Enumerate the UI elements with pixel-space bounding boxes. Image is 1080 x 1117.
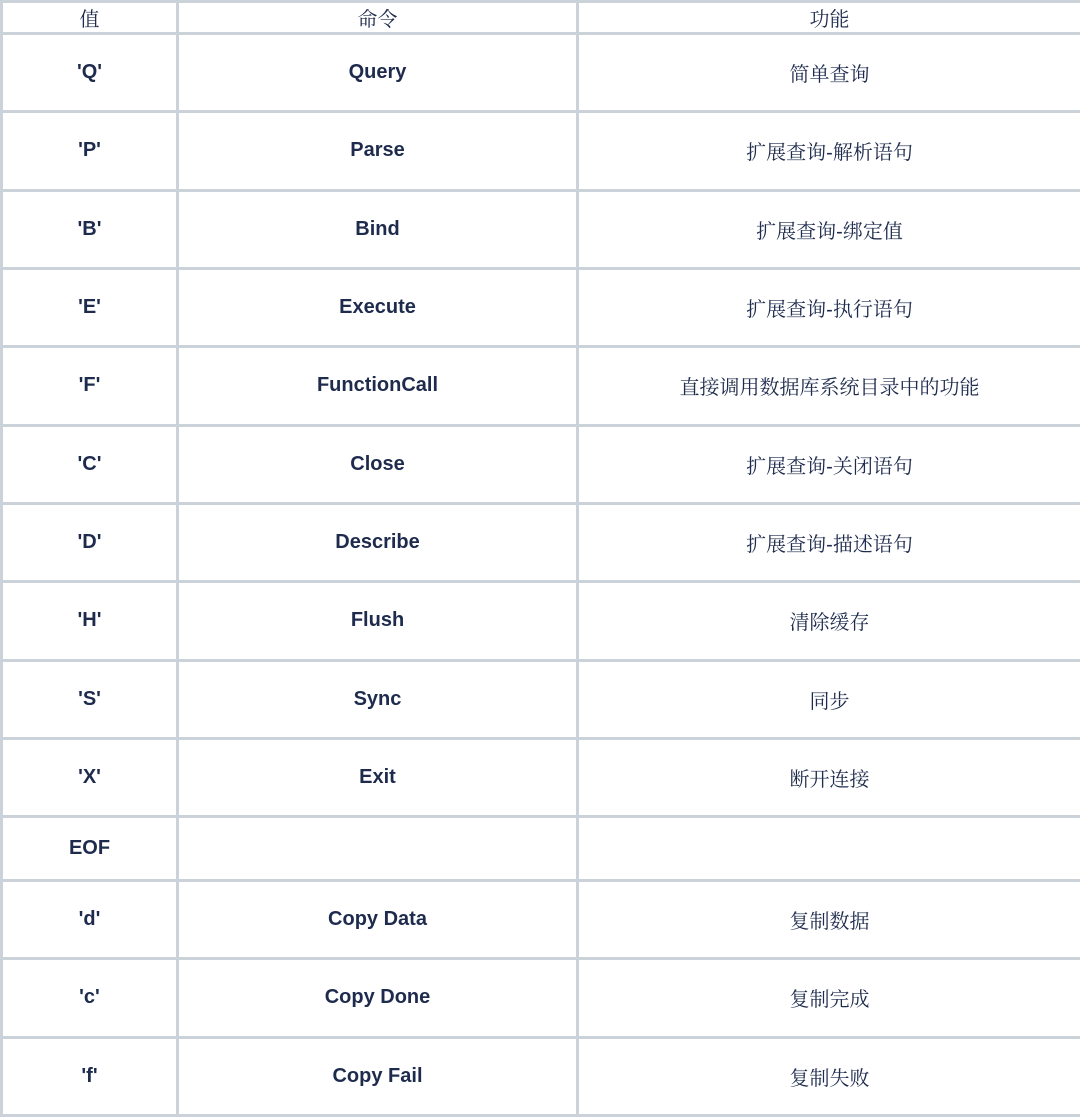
cell-value: 'C' bbox=[2, 425, 178, 503]
cell-value: 'E' bbox=[2, 268, 178, 346]
cell-value: EOF bbox=[2, 817, 178, 881]
table-row bbox=[2, 817, 1080, 881]
table-row bbox=[2, 425, 1080, 503]
cell-command: Sync bbox=[178, 660, 578, 738]
cell-function: 复制失败 bbox=[578, 1037, 1080, 1115]
cell-function: 直接调用数据库系统目录中的功能 bbox=[578, 347, 1080, 425]
cell-command: Close bbox=[178, 425, 578, 503]
cell-command: Flush bbox=[178, 582, 578, 660]
table-header-row bbox=[2, 2, 1080, 34]
cell-command: Describe bbox=[178, 503, 578, 581]
cell-value: 'P' bbox=[2, 112, 178, 190]
cell-command bbox=[178, 817, 578, 881]
table-row bbox=[2, 503, 1080, 581]
cell-function bbox=[578, 817, 1080, 881]
table-row bbox=[2, 1037, 1080, 1115]
cell-command: Bind bbox=[178, 190, 578, 268]
cell-value: 'f' bbox=[2, 1037, 178, 1115]
cell-command: Copy Done bbox=[178, 959, 578, 1037]
cell-function: 扩展查询-描述语句 bbox=[578, 503, 1080, 581]
cell-function: 复制数据 bbox=[578, 880, 1080, 958]
cell-function: 简单查询 bbox=[578, 34, 1080, 112]
table-row bbox=[2, 880, 1080, 958]
table-row bbox=[2, 959, 1080, 1037]
cell-command: Query bbox=[178, 34, 578, 112]
cell-command: FunctionCall bbox=[178, 347, 578, 425]
cell-value: 'c' bbox=[2, 959, 178, 1037]
column-header-function: 功能 bbox=[578, 2, 1080, 34]
cell-value: 'H' bbox=[2, 582, 178, 660]
cell-function: 复制完成 bbox=[578, 959, 1080, 1037]
cell-command: Parse bbox=[178, 112, 578, 190]
cell-function: 清除缓存 bbox=[578, 582, 1080, 660]
cell-function: 扩展查询-执行语句 bbox=[578, 268, 1080, 346]
cell-value: 'B' bbox=[2, 190, 178, 268]
cell-value: 'Q' bbox=[2, 34, 178, 112]
table-row bbox=[2, 112, 1080, 190]
column-header-value: 值 bbox=[2, 2, 178, 34]
table-row bbox=[2, 347, 1080, 425]
cell-function: 扩展查询-绑定值 bbox=[578, 190, 1080, 268]
cell-function: 扩展查询-关闭语句 bbox=[578, 425, 1080, 503]
cell-function: 断开连接 bbox=[578, 738, 1080, 816]
cell-command: Exit bbox=[178, 738, 578, 816]
column-header-command: 命令 bbox=[178, 2, 578, 34]
table-row bbox=[2, 268, 1080, 346]
table-row bbox=[2, 738, 1080, 816]
table-row bbox=[2, 660, 1080, 738]
cell-value: 'D' bbox=[2, 503, 178, 581]
cell-value: 'F' bbox=[2, 347, 178, 425]
cell-value: 'd' bbox=[2, 880, 178, 958]
table-row bbox=[2, 34, 1080, 112]
table-row bbox=[2, 582, 1080, 660]
table-row bbox=[2, 190, 1080, 268]
cell-command: Copy Data bbox=[178, 880, 578, 958]
cell-command: Execute bbox=[178, 268, 578, 346]
cell-function: 扩展查询-解析语句 bbox=[578, 112, 1080, 190]
cell-value: 'X' bbox=[2, 738, 178, 816]
cell-function: 同步 bbox=[578, 660, 1080, 738]
cell-command: Copy Fail bbox=[178, 1037, 578, 1115]
cell-value: 'S' bbox=[2, 660, 178, 738]
